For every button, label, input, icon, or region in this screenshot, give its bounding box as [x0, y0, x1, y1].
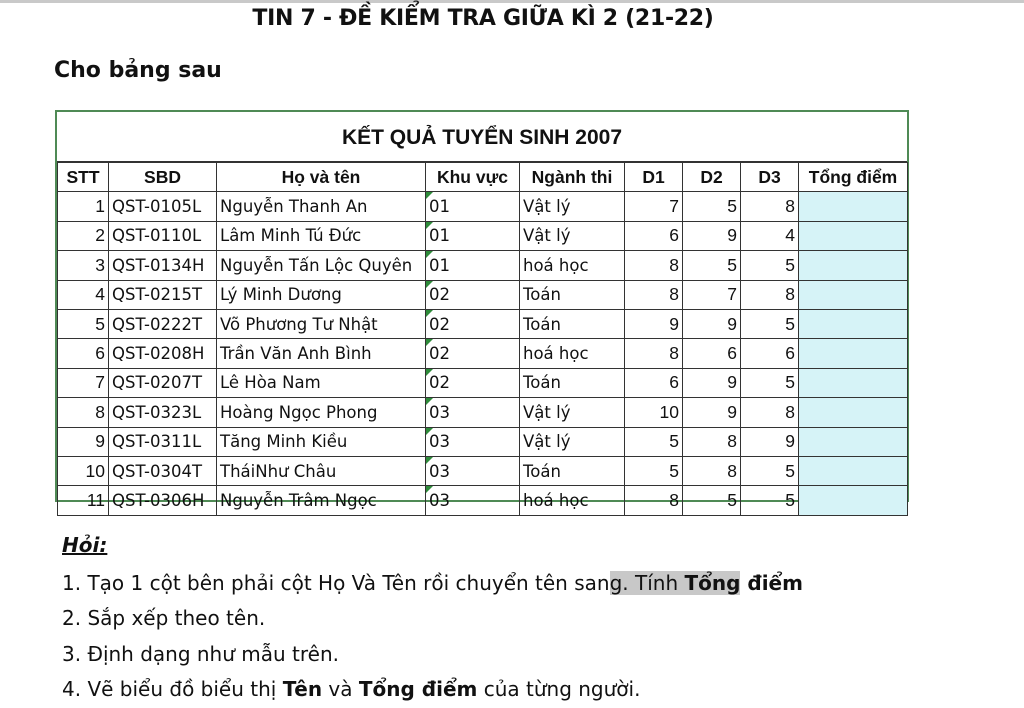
cell-d2: 9 — [683, 398, 741, 427]
cell-d2: 5 — [683, 486, 741, 515]
cell-d1: 6 — [625, 221, 683, 250]
question-3: 3. Định dạng như mẫu trên. — [62, 641, 340, 666]
cell-name: Hoàng Ngọc Phong — [217, 398, 426, 427]
cell-area: 02 — [426, 280, 520, 309]
question-1-bold: Tổng — [684, 570, 741, 595]
cell-sbd: QST-0306H — [109, 486, 217, 515]
question-4 — [62, 672, 803, 708]
cell-major: Toán — [520, 456, 625, 485]
cell-name: Nguyễn Tấn Lộc Quyên — [217, 251, 426, 280]
cell-total[interactable] — [799, 456, 908, 485]
cell-major: Vật lý — [520, 427, 625, 456]
table-row — [58, 427, 908, 456]
cell-sbd: QST-0311L — [109, 427, 217, 456]
cell-stt: 2 — [58, 221, 109, 250]
cell-total[interactable] — [799, 192, 908, 221]
cell-d3: 5 — [741, 309, 799, 338]
cell-total[interactable] — [799, 309, 908, 338]
cell-name: TháiNhư Châu — [217, 456, 426, 485]
cell-sbd: QST-0323L — [109, 398, 217, 427]
header-d2: D2 — [683, 163, 741, 192]
header-sbd: SBD — [109, 163, 217, 192]
cell-major: Vật lý — [520, 221, 625, 250]
cell-d3: 8 — [741, 280, 799, 309]
header-total: Tổng điểm — [799, 163, 908, 192]
cell-area: 01 — [426, 251, 520, 280]
cell-sbd: QST-0222T — [109, 309, 217, 338]
cell-total[interactable] — [799, 280, 908, 309]
table-row — [58, 486, 908, 515]
header-row — [58, 163, 908, 192]
cell-total[interactable] — [799, 221, 908, 250]
cell-d2: 5 — [683, 192, 741, 221]
cell-d3: 5 — [741, 486, 799, 515]
cell-stt: 1 — [58, 192, 109, 221]
spreadsheet — [55, 110, 909, 510]
header-area: Khu vực — [426, 163, 520, 192]
question-4-bold-total: Tổng điểm — [358, 677, 478, 701]
cell-area: 02 — [426, 368, 520, 397]
cell-area: 01 — [426, 221, 520, 250]
questions — [62, 528, 803, 708]
table-row — [58, 339, 908, 368]
cell-stt: 8 — [58, 398, 109, 427]
cell-major: Toán — [520, 368, 625, 397]
cell-d3: 9 — [741, 427, 799, 456]
table-row — [58, 280, 908, 309]
cell-d1: 5 — [625, 456, 683, 485]
cell-sbd: QST-0110L — [109, 221, 217, 250]
question-1-highlight — [610, 571, 741, 595]
intro-text: Cho bảng sau — [54, 58, 222, 83]
cell-total[interactable] — [799, 486, 908, 515]
cell-stt: 9 — [58, 427, 109, 456]
question-1-bold-tail: điểm — [740, 570, 803, 595]
cell-d2: 7 — [683, 280, 741, 309]
cell-total[interactable] — [799, 251, 908, 280]
cell-d1: 8 — [625, 251, 683, 280]
cell-area: 03 — [426, 456, 520, 485]
table-row — [58, 456, 908, 485]
question-4-text: 4. Vẽ biểu đồ biểu thị — [62, 677, 283, 701]
top-divider — [0, 0, 1024, 3]
cell-d1: 9 — [625, 309, 683, 338]
table-row — [58, 398, 908, 427]
cell-d2: 5 — [683, 251, 741, 280]
question-1 — [62, 566, 803, 602]
cell-d1: 8 — [625, 280, 683, 309]
question-1-highlight-text: g. Tính — [609, 570, 685, 595]
question-1-text: 1. Tạo 1 cột bên phải cột Họ Và Tên rồi chuyển tên san — [62, 570, 610, 595]
cell-d3: 5 — [741, 251, 799, 280]
cell-d3: 5 — [741, 368, 799, 397]
table-row — [58, 221, 908, 250]
table-row — [58, 192, 908, 221]
cell-d2: 9 — [683, 221, 741, 250]
cell-area: 03 — [426, 398, 520, 427]
questions-heading: Hỏi: — [62, 533, 108, 557]
cell-major: Vật lý — [520, 398, 625, 427]
cell-sbd: QST-0215T — [109, 280, 217, 309]
sheet-title: KẾT QUẢ TUYỂN SINH 2007 — [57, 112, 907, 162]
table-row — [58, 368, 908, 397]
cell-total[interactable] — [799, 398, 908, 427]
cell-major: Toán — [520, 309, 625, 338]
table-row — [58, 251, 908, 280]
cell-sbd: QST-0105L — [109, 192, 217, 221]
cell-d2: 9 — [683, 368, 741, 397]
cell-total[interactable] — [799, 368, 908, 397]
cell-d3: 8 — [741, 398, 799, 427]
cell-sbd: QST-0304T — [109, 456, 217, 485]
cell-d2: 9 — [683, 309, 741, 338]
cell-d1: 8 — [625, 486, 683, 515]
cell-d3: 6 — [741, 339, 799, 368]
cell-stt: 6 — [58, 339, 109, 368]
cell-total[interactable] — [799, 339, 908, 368]
cell-d1: 8 — [625, 339, 683, 368]
cell-d1: 7 — [625, 192, 683, 221]
cell-d1: 6 — [625, 368, 683, 397]
question-4-and: và — [322, 677, 359, 701]
question-2: 2. Sắp xếp theo tên. — [62, 606, 266, 630]
cell-name: Trần Văn Anh Bình — [217, 339, 426, 368]
cell-d1: 10 — [625, 398, 683, 427]
cell-name: Võ Phương Tư Nhật — [217, 309, 426, 338]
cell-name: Lâm Minh Tú Đức — [217, 221, 426, 250]
header-name: Họ và tên — [217, 163, 426, 192]
cell-d3: 8 — [741, 192, 799, 221]
question-4-tail: của từng người. — [477, 677, 641, 701]
cell-d3: 4 — [741, 221, 799, 250]
cell-total[interactable] — [799, 427, 908, 456]
cell-major: Toán — [520, 280, 625, 309]
cell-name: Lê Hòa Nam — [217, 368, 426, 397]
header-stt: STT — [58, 163, 109, 192]
cell-sbd: QST-0134H — [109, 251, 217, 280]
cell-name: Lý Minh Dương — [217, 280, 426, 309]
document-title: TIN 7 - ĐỀ KIỂM TRA GIỮA KÌ 2 (21-22) — [252, 6, 714, 31]
cell-d1: 5 — [625, 427, 683, 456]
header-d3: D3 — [741, 163, 799, 192]
cell-name: Nguyễn Thanh An — [217, 192, 426, 221]
cell-area: 02 — [426, 309, 520, 338]
cell-area: 01 — [426, 192, 520, 221]
cell-stt: 4 — [58, 280, 109, 309]
cell-major: hoá học — [520, 339, 625, 368]
cell-stt: 7 — [58, 368, 109, 397]
question-4-bold-name: Tên — [282, 677, 323, 701]
table-row — [58, 309, 908, 338]
cell-major: hoá học — [520, 251, 625, 280]
cell-stt: 11 — [58, 486, 109, 515]
cell-area: 03 — [426, 486, 520, 515]
cell-major: hoá học — [520, 486, 625, 515]
cell-d2: 6 — [683, 339, 741, 368]
cell-stt: 10 — [58, 456, 109, 485]
cell-name: Nguyễn Trâm Ngọc — [217, 486, 426, 515]
header-d1: D1 — [625, 163, 683, 192]
cell-name: Tăng Minh Kiều — [217, 427, 426, 456]
cell-stt: 3 — [58, 251, 109, 280]
cell-sbd: QST-0208H — [109, 339, 217, 368]
cell-sbd: QST-0207T — [109, 368, 217, 397]
results-table — [57, 162, 908, 516]
cell-d3: 5 — [741, 456, 799, 485]
header-major: Ngành thi — [520, 163, 625, 192]
cell-d2: 8 — [683, 456, 741, 485]
cell-area: 02 — [426, 339, 520, 368]
cell-major: Vật lý — [520, 192, 625, 221]
cell-stt: 5 — [58, 309, 109, 338]
cell-area: 03 — [426, 427, 520, 456]
cell-d2: 8 — [683, 427, 741, 456]
